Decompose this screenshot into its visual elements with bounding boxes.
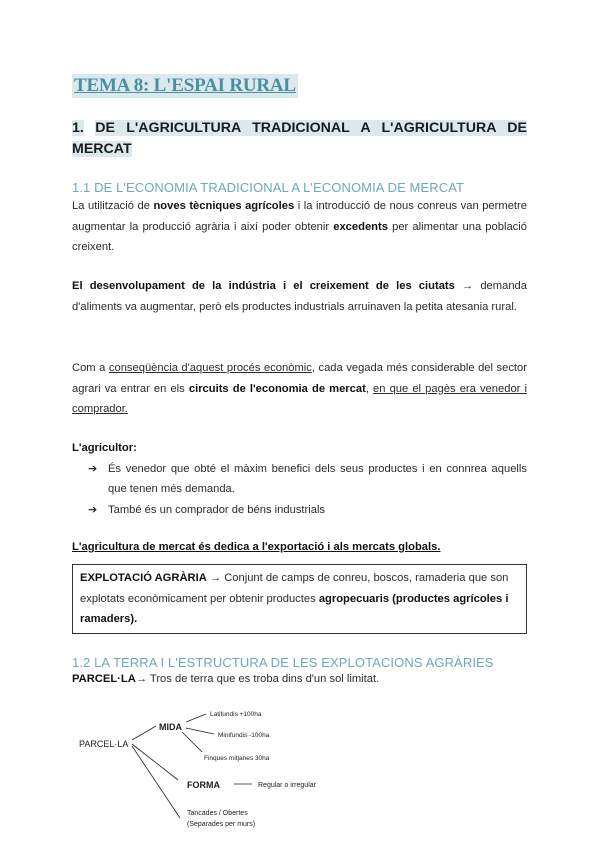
paragraph-2 xyxy=(72,276,527,317)
box-text-1: → Conjunt de camps de conreu, boscos, ramaderia que son explotats econòmicament per obtenir productes xyxy=(80,572,509,605)
arrow-mida-minifundis xyxy=(186,728,214,734)
p1-text-3: per alimentar una població creixent. xyxy=(72,220,527,254)
p3-bold-1: circuits de l'economia de mercat xyxy=(188,382,366,395)
diagram-forma: FORMA xyxy=(187,780,220,790)
box-bold-1: EXPLOTACIÓ AGRÀRIA xyxy=(80,572,207,584)
page-title: TEMA 8: L'ESPAI RURAL xyxy=(74,75,296,96)
definition-box xyxy=(72,564,527,634)
paragraph-3 xyxy=(72,358,527,420)
arrow-right-icon: ➔ xyxy=(88,462,98,475)
list-item xyxy=(72,500,527,521)
agricultor-label: L'agricultor: xyxy=(72,442,137,454)
parcel-definition xyxy=(72,673,379,685)
mercat-statement: L'agricultura de mercat és dedica a l'exportació i als mercats globals. xyxy=(72,541,441,553)
p1-text-2: i la introducció de nous conreus van permetre augmentar la producció agrària i així poder obtenir xyxy=(72,200,527,233)
parcel-label: PARCEL·LA xyxy=(72,673,136,685)
p2-text-1: → demanda d'aliments va augmentar, però els productes industrials arruinaven la petita atesania rural. xyxy=(72,280,527,313)
diagram-mida: MIDA xyxy=(159,722,182,732)
agricultor-list xyxy=(72,438,527,520)
diagram-separades: (Separades per murs) xyxy=(187,821,256,828)
section-heading xyxy=(72,118,527,160)
p1-text-1: La utilització de xyxy=(72,200,154,212)
p3-underline-1: conseqüència d'aquest procés econòmic xyxy=(108,362,312,374)
p3-text-1: Com a xyxy=(72,362,109,374)
diagram-latifundis: Latifundis +100ha xyxy=(210,711,262,718)
p3-text-2: , cada vegada més considerable del sector agrari va entrar en els xyxy=(72,362,527,395)
diagram-minifundis: Minifundis -100ha xyxy=(218,732,270,739)
parcel-diagram xyxy=(70,700,400,840)
arrow-root-tancades xyxy=(132,746,180,818)
arrow-root-forma xyxy=(132,744,178,780)
p3-text-3: , xyxy=(365,382,374,395)
diagram-forma-value: Regular o irregular xyxy=(258,782,316,789)
section-number: 1. xyxy=(72,120,84,136)
parcel-def-text: → Tros de terra que es troba dins d'un sol limitat. xyxy=(135,673,380,685)
p1-bold-2: excedents xyxy=(333,220,388,233)
list-item-text: També és un comprador de béns industrials xyxy=(108,503,326,516)
p3-underline-2: en que el pagès era venedor i comprador. xyxy=(72,382,527,416)
diagram-finques: Finques mitjanes 30ha xyxy=(204,755,270,762)
list-item-text: És venedor que obté el màxim benefici dels seus productes i en connrea aquells que tenen més demanda. xyxy=(108,462,527,496)
box-bold-2: agropecuaris (productes agrícoles i ramaders). xyxy=(80,592,509,626)
arrow-root-mida xyxy=(132,726,156,740)
list-item xyxy=(72,459,527,500)
p1-bold-1: noves tècniques agrícoles xyxy=(153,200,295,212)
diagram-root: PARCEL·LA xyxy=(79,739,129,749)
arrow-mida-latifundis xyxy=(186,714,206,722)
paragraph-1 xyxy=(72,196,527,258)
arrow-mida-finques xyxy=(182,732,202,752)
subsection-title-2: 1.2 LA TERRA I L'ESTRUCTURA DE LES EXPLOTACIONS AGRÀRIES xyxy=(72,655,494,670)
subsection-title-1: 1.1 DE L'ECONOMIA TRADICIONAL A L'ECONOMIA DE MERCAT xyxy=(72,180,465,195)
section-title: DE L'AGRICULTURA TRADICIONAL A L'AGRICULTURA DE MERCAT xyxy=(72,120,527,157)
arrow-right-icon: ➔ xyxy=(88,503,98,516)
p2-bold-1: El desenvolupament de la indústria i el creixement de les ciutats xyxy=(72,280,455,292)
diagram-tancades: Tancades / Obertes xyxy=(187,810,248,817)
